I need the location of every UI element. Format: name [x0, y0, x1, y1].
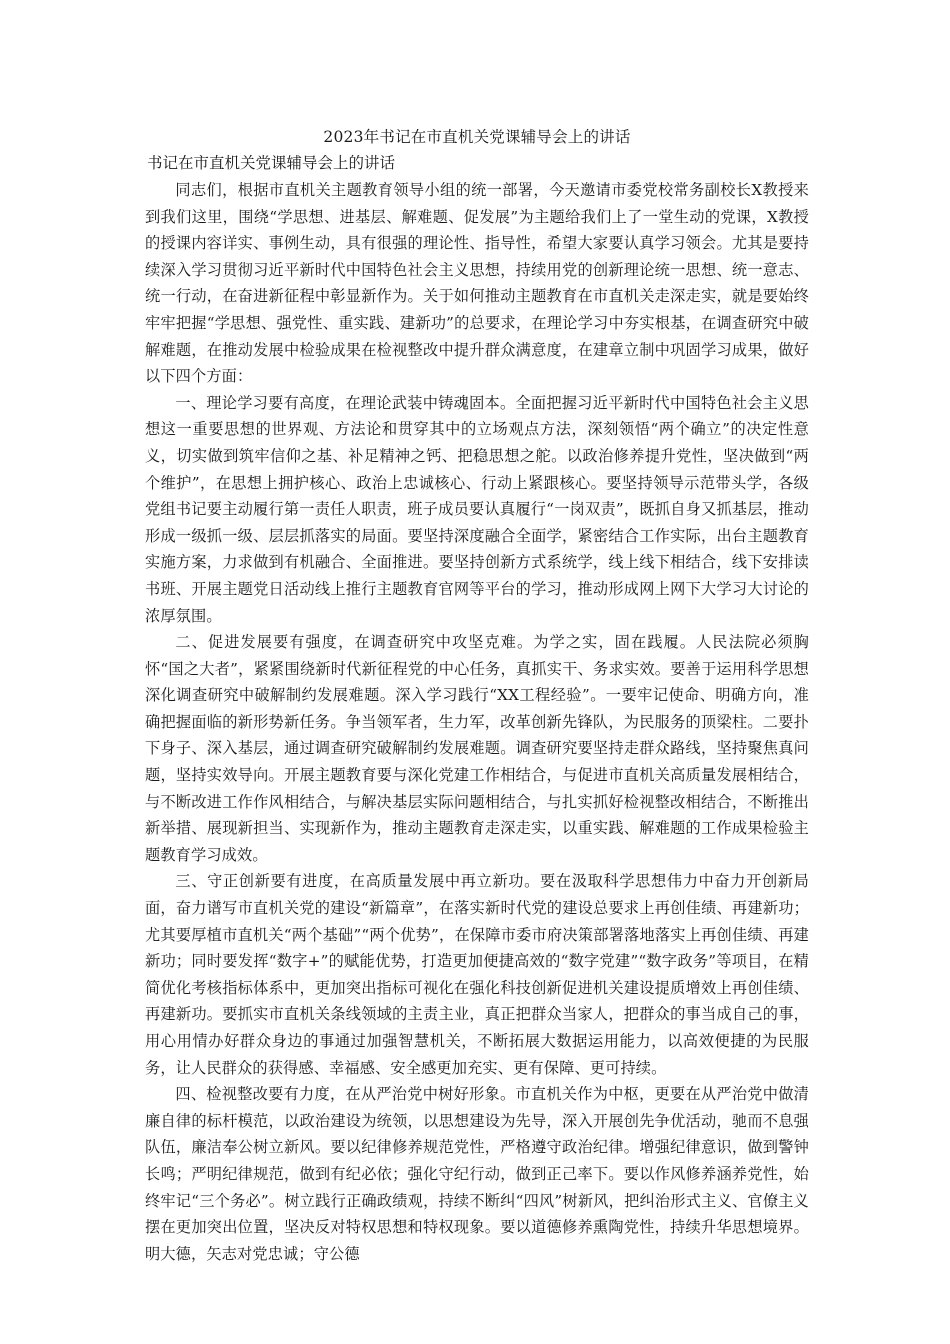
document-page [145, 124, 809, 1267]
document-title: 2023年书记在市直机关党课辅导会上的讲话 [323, 128, 631, 146]
document-subtitle: 书记在市直机关党课辅导会上的讲话 [147, 154, 396, 172]
paragraph-section-2: 二、促进发展要有强度，在调查研究中攻坚克难。为学之实，固在践履。人民法院必须胸怀“国之大者”，紧紧围绕新时代新征程党的中心任务，真抓实干、务求实效。要善于运用科学思想深化调查研究中破解制约发展难题。深入学习践行“XX工程经验”。一要牢记使命、明确方向，准确把握面临的新形势新任务。争当领军者，生力军，改革创新先锋队，为民服务的顶梁柱。二要扑下身子、深入基层，通过调查研究破解制约发展难题。调查研究要坚持走群众路线，坚持聚焦真问题，坚持实效导向。开展主题教育要与深化党建工作相结合，与促进市直机关高质量发展相结合，与不断改进工作作风相结合，与解决基层实际问题相结合，与扎实抓好检视整改相结合，不断推出新举措、展现新担当、实现新作为，推动主题教育走深走实，以重实践、解难题的工作成果检验主题教育学习成效。 [145, 633, 809, 864]
paragraph-section-4: 四、检视整改要有力度，在从严治党中树好形象。市直机关作为中枢，更要在从严治党中做清廉自律的标杆模范，以政治建设为统领，以思想建设为先导，深入开展创先争优活动，驰而不息强队伍，廉洁奉公树立新风。要以纪律修养规范党性，严格遵守政治纪律。增强纪律意识，做到警钟长鸣；严明纪律规范，做到有纪必依；强化守纪行动，做到正己率下。要以作风修养涵养党性，始终牢记“三个务必”。树立践行正确政绩观，持续不断纠“四风”树新风，把纠治形式主义、官僚主义摆在更加突出位置，坚决反对特权思想和特权现象。要以道德修养熏陶党性，持续升华思想境界。明大德，矢志对党忠诚；守公德 [145, 1085, 809, 1263]
paragraph-section-1: 一、理论学习要有高度，在理论武装中铸魂固本。全面把握习近平新时代中国特色社会主义思想这一重要思想的世界观、方法论和贯穿其中的立场观点方法，深刻领悟“两个确立”的决定性意义，切实做到筑牢信仰之基、补足精神之钙、把稳思想之舵。以政治修养提升党性，坚决做到“两个维护”，在思想上拥护核心、政治上忠诚核心、行动上紧跟核心。要坚持领导示范带头学，各级党组书记要主动履行第一责任人职责，班子成员要认真履行“一岗双责”，既抓自身又抓基层，推动形成一级抓一级、层层抓落实的局面。要坚持深度融合全面学，紧密结合工作实际，出台主题教育实施方案，力求做到有机融合、全面推进。要坚持创新方式系统学，线上线下相结合，线下安排读书班、开展主题党日活动线上推行主题教育官网等平台的学习，推动形成网上网下大学习大讨论的浓厚氛围。 [145, 393, 809, 625]
paragraph-section-3: 三、守正创新要有进度，在高质量发展中再立新功。要在汲取科学思想伟力中奋力开创新局面，奋力谱写市直机关党的建设“新篇章”，在落实新时代党的建设总要求上再创佳绩、再建新功；尤其要厚植市直机关“两个基础”“两个优势”，在保障市委市府决策部署落地落实上再创佳绩、再建新功；同时要发挥“数字+”的赋能优势，打造更加便捷高效的“数字党建”“数字政务”等项目，在精简优化考核指标体系中，更加突出指标可视化在强化科技创新促进机关建设提质增效上再创佳绩、再建新功。要抓实市直机关条线领域的主责主业，真正把群众当家人，把群众的事当成自己的事，用心用情办好群众身边的事通过加强智慧机关，不断拓展大数据运用能力，以高效便捷的为民服务，让人民群众的获得感、幸福感、安全感更加充实、更有保障、更可持续。 [145, 872, 809, 1077]
paragraph-intro: 同志们，根据市直机关主题教育领导小组的统一部署，今天邀请市委党校常务副校长X教授来到我们这里，围绕“学思想、进基层、解难题、促发展”为主题给我们上了一堂生动的党课，X教授的授课内容详实、事例生动，具有很强的理论性、指导性，希望大家要认真学习领会。尤其是要持续深入学习贯彻习近平新时代中国特色社会主义思想，持续用党的创新理论统一思想、统一意志、统一行动，在奋进新征程中彰显新作为。关于如何推动主题教育在市直机关走深走实，就是要始终牢牢把握“学思想、强党性、重实践、建新功”的总要求，在理论学习中夯实根基，在调查研究中破解难题，在推动发展中检验成果在检视整改中提升群众满意度，在建章立制中巩固学习成果，做好以下四个方面： [145, 181, 809, 386]
